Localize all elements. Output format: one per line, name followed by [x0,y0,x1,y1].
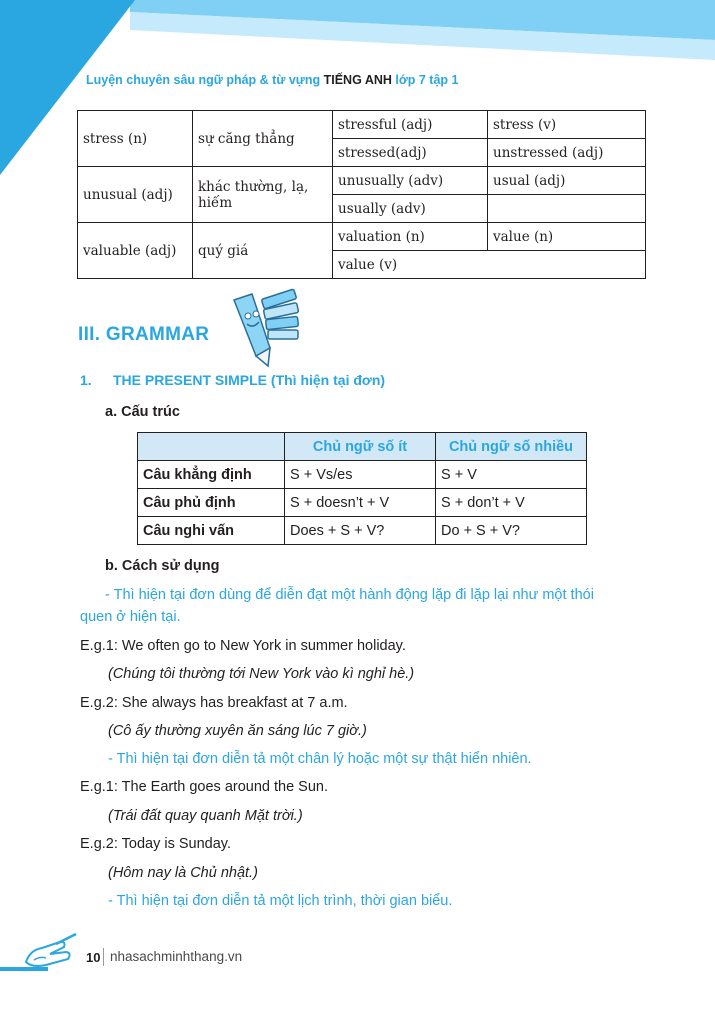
table-cell: Câu nghi vấn [138,517,285,545]
section-title: III. GRAMMAR [78,324,210,345]
table-row [138,489,587,517]
running-header [86,73,458,87]
table-row [78,223,646,251]
table-row [78,167,646,195]
example-translation: (Cô ấy thường xuyên ăn sáng lúc 7 giờ.) [108,723,367,739]
usage-rule-2: - Thì hiện tại đơn diễn tả một chân lý hoặc một sự thật hiển nhiên. [108,751,532,767]
series-prefix: Luyện chuyên sâu ngữ pháp & từ vựng [86,73,321,87]
usage-rule-1: - Thì hiện tại đơn dùng để diễn đạt một hành động lặp đi lặp lại như một thói [105,587,594,603]
table-cell: unstressed (adj) [488,139,646,167]
pencil-books-icon [226,286,306,368]
vocabulary-table [77,110,646,279]
writing-hand-icon [20,932,80,972]
example-sentence: E.g.1: The Earth goes around the Sun. [80,779,329,795]
table-cell: sự căng thẳng [193,111,333,167]
table-cell: stress (v) [488,111,646,139]
section-heading: THE PRESENT SIMPLE (Thì hiện tại đơn) [113,372,386,388]
example-sentence: E.g.2: She always has breakfast at 7 a.m. [80,695,348,711]
table-cell: usually (adv) [333,195,488,223]
table-cell: Câu phủ định [138,489,285,517]
subject-name: TIẾNG ANH [323,73,392,87]
table-cell: Does + S + V? [285,517,436,545]
series-suffix: lớp 7 tập 1 [395,73,459,87]
table-cell: S + don’t + V [436,489,587,517]
example-sentence: E.g.1: We often go to New York in summer holiday. [80,638,406,654]
table-cell: usual (adj) [488,167,646,195]
structure-table [137,432,587,545]
structure-heading: a. Cấu trúc [105,404,180,420]
table-cell: stress (n) [78,111,193,167]
table-cell: S + V [436,461,587,489]
table-cell: valuable (adj) [78,223,193,279]
table-cell: S + doesn’t + V [285,489,436,517]
table-cell: khác thường, lạ, hiếm [193,167,333,223]
usage-heading: b. Cách sử dụng [105,558,220,574]
table-cell: Do + S + V? [436,517,587,545]
table-cell [488,195,646,223]
table-header-cell: Chủ ngữ số ít [285,433,436,461]
table-cell: unusually (adv) [333,167,488,195]
example-translation: (Trái đất quay quanh Mặt trời.) [108,808,303,824]
table-header-cell: Chủ ngữ số nhiều [436,433,587,461]
table-cell: S + Vs/es [285,461,436,489]
footer-divider [103,948,104,966]
table-row [138,517,587,545]
table-row [78,111,646,139]
website-link[interactable]: nhasachminhthang.vn [110,949,243,964]
table-cell: stressed(adj) [333,139,488,167]
usage-rule-3: - Thì hiện tại đơn diễn tả một lịch trình, thời gian biểu. [108,893,453,909]
table-cell: valuation (n) [333,223,488,251]
page-number: 10 [86,950,101,965]
table-cell: unusual (adj) [78,167,193,223]
example-translation: (Hôm nay là Chủ nhật.) [108,865,258,881]
footer-accent-bar [0,967,48,971]
table-header-row [138,433,587,461]
table-cell: quý giá [193,223,333,279]
table-cell: value (v) [333,251,646,279]
example-translation: (Chúng tôi thường tới New York vào kì nghỉ hè.) [108,666,415,682]
example-sentence: E.g.2: Today is Sunday. [80,836,232,852]
table-cell: Câu khẳng định [138,461,285,489]
table-cell: value (n) [488,223,646,251]
table-row [138,461,587,489]
usage-rule-1-cont: quen ở hiện tại. [80,609,181,625]
table-header-cell [138,433,285,461]
table-cell: stressful (adj) [333,111,488,139]
section-number: 1. [80,372,92,388]
